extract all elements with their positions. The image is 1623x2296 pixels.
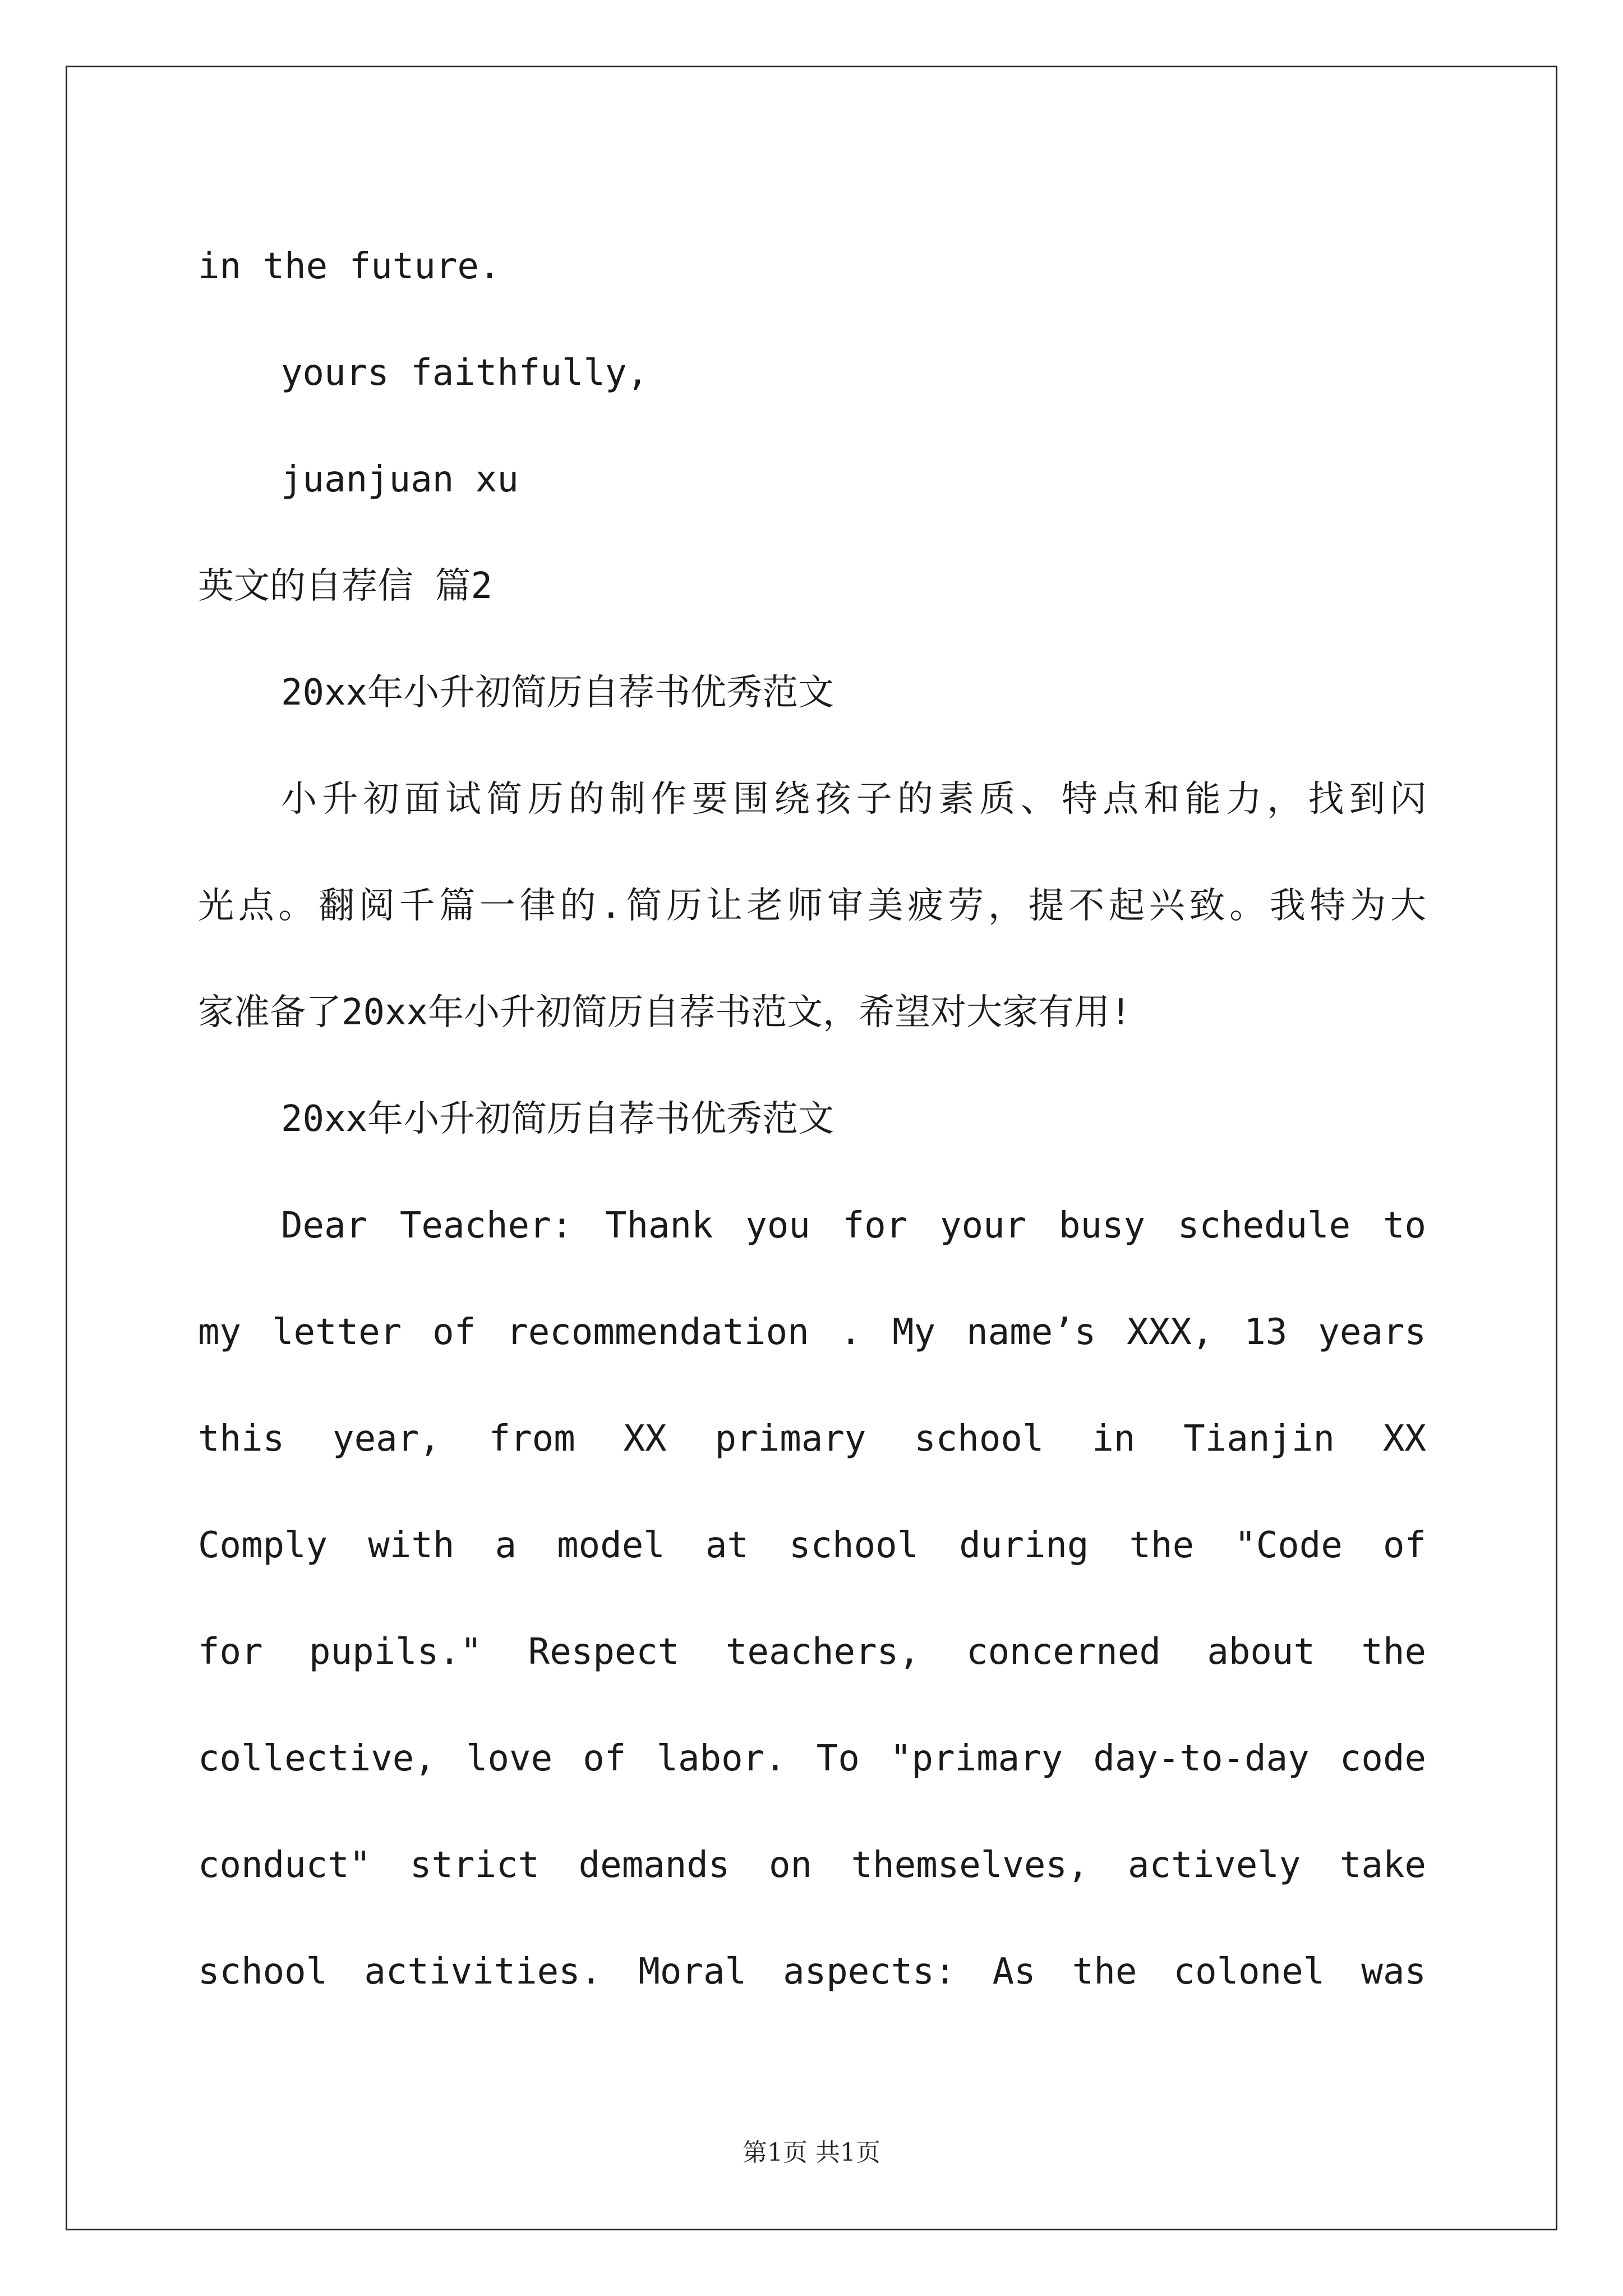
paragraph-line: my letter of recommendation . My name’s XXX, 13 years bbox=[198, 1312, 1426, 1353]
paragraph-line: for pupils." Respect teachers, concerned about the bbox=[198, 1631, 1426, 1673]
paragraph-line: 小升初面试简历的制作要围绕孩子的素质、特点和能力，找到闪 bbox=[281, 779, 1426, 820]
page-footer: 第1页 共1页 bbox=[743, 2138, 880, 2167]
paragraph-line: conduct" strict demands on themselves, actively take bbox=[198, 1844, 1426, 1886]
subheading: 20xx年小升初简历自荐书优秀范文 bbox=[281, 1098, 834, 1140]
paragraph-line: Dear Teacher: Thank you for your busy schedule to bbox=[281, 1205, 1426, 1246]
paragraph-line: collective, love of labor. To "primary day-to-day code bbox=[198, 1738, 1426, 1779]
signature-name: juanjuan xu bbox=[281, 459, 519, 500]
subheading: 20xx年小升初简历自荐书优秀范文 bbox=[281, 672, 834, 714]
section-heading: 英文的自荐信 篇2 bbox=[198, 565, 493, 607]
closing-salutation: yours faithfully, bbox=[281, 352, 649, 394]
paragraph-line: 光点。翻阅千篇一律的.简历让老师审美疲劳，提不起兴致。我特为大 bbox=[198, 885, 1426, 927]
paragraph-line: school activities. Moral aspects: As the colonel was bbox=[198, 1951, 1426, 1993]
paragraph-line: Comply with a model at school during the "Code of bbox=[198, 1525, 1426, 1566]
paragraph-line: 家准备了20xx年小升初简历自荐书范文，希望对大家有用! bbox=[198, 992, 1132, 1033]
paragraph-line: this year, from XX primary school in Tianjin XX bbox=[198, 1418, 1426, 1460]
document-body bbox=[198, 213, 1426, 2025]
text-line: in the future. bbox=[198, 246, 501, 287]
